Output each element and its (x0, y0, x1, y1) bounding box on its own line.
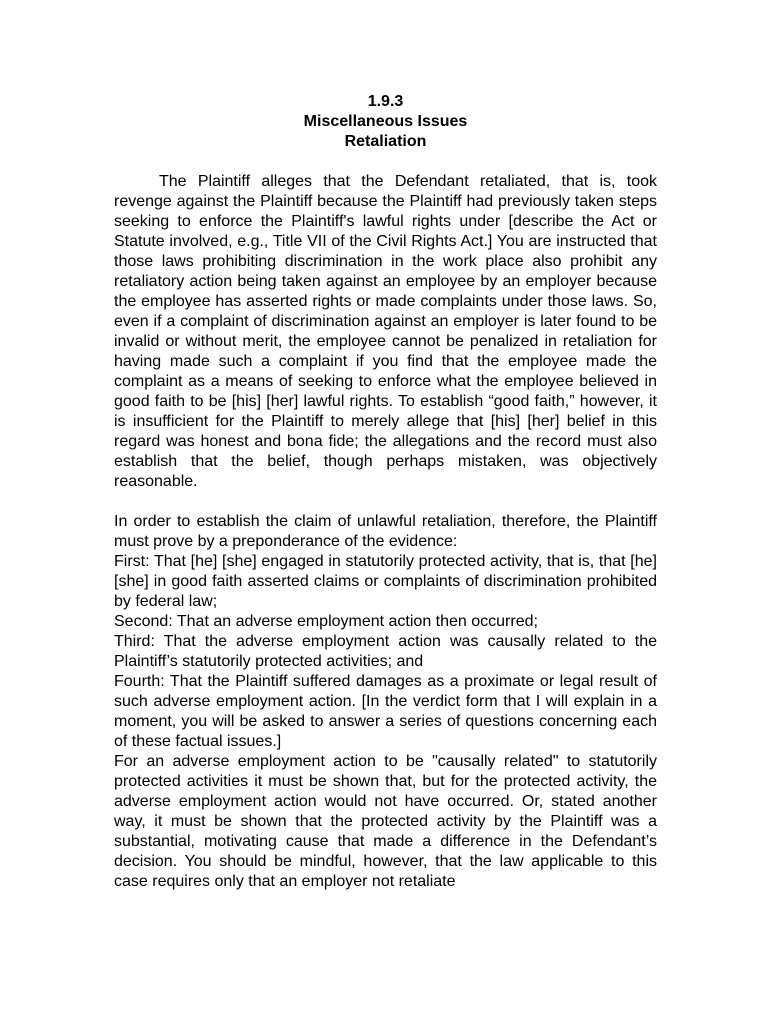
element-second: Second: That an adverse employment action then occurred; (114, 613, 538, 630)
paragraph-elements-intro: In order to establish the claim of unlawful retaliation, therefore, the Plaintiff must prove by a preponderance of the evidence: (114, 513, 657, 550)
element-fourth: Fourth: That the Plaintiff suffered damages as a proximate or legal result of such adverse employment action. [In the verdict form that I will explain in a moment, you will be asked to answer a series of questions concerning each of these factual issues.] (114, 673, 657, 750)
heading-block (114, 92, 657, 152)
element-third: Third: That the adverse employment action was causally related to the Plaintiff’s statutorily protected activities; and (114, 633, 657, 670)
paragraph-causation: For an adverse employment action to be "causally related" to statutorily protected activities it must be shown that, but for the protected activity, the adverse employment action would not have occurred. Or, stated another way, it must be shown that the protected activity by the Plaintiff was a substantial, motivating cause that made a difference in the Defendant’s decision. You should be mindful, however, that the law applicable to this case requires only that an employer not retaliate (114, 753, 657, 890)
document-page (114, 92, 657, 892)
section-category: Miscellaneous Issues (303, 113, 468, 130)
spacer (114, 492, 657, 512)
spacer (114, 152, 657, 172)
paragraph-intro: The Plaintiff alleges that the Defendant retaliated, that is, took revenge against the Plaintiff because the Plaintiff had previously taken steps seeking to enforce the Plaintiff's lawful rights under [describe the Act or Statute involved, e.g., Title VII of the Civil Rights Act.] You are instructed that those laws prohibiting discrimination in the work place also prohibit any retaliatory action being taken against an employee by an employer because the employee has asserted rights or made complaints under those laws. So, even if a complaint of discrimination against an employer is later found to be invalid or without merit, the employee cannot be penalized in retaliation for having made such a complaint if you find that the employee made the complaint as a means of seeking to enforce what the employee believed in good faith to be [his] [her] lawful rights. To establish “good faith,” however, it is insufficient for the Plaintiff to merely allege that [his] [her] belief in this regard was honest and bona fide; the allegations and the record must also establish that the belief, though perhaps mistaken, was objectively reasonable. (114, 173, 657, 490)
element-first: First: That [he] [she] engaged in statutorily protected activity, that is, that [he] [she] in good faith asserted claims or complaints of discrimination prohibited by federal law; (114, 553, 657, 610)
section-title: Retaliation (344, 133, 427, 150)
section-number: 1.9.3 (367, 93, 404, 110)
